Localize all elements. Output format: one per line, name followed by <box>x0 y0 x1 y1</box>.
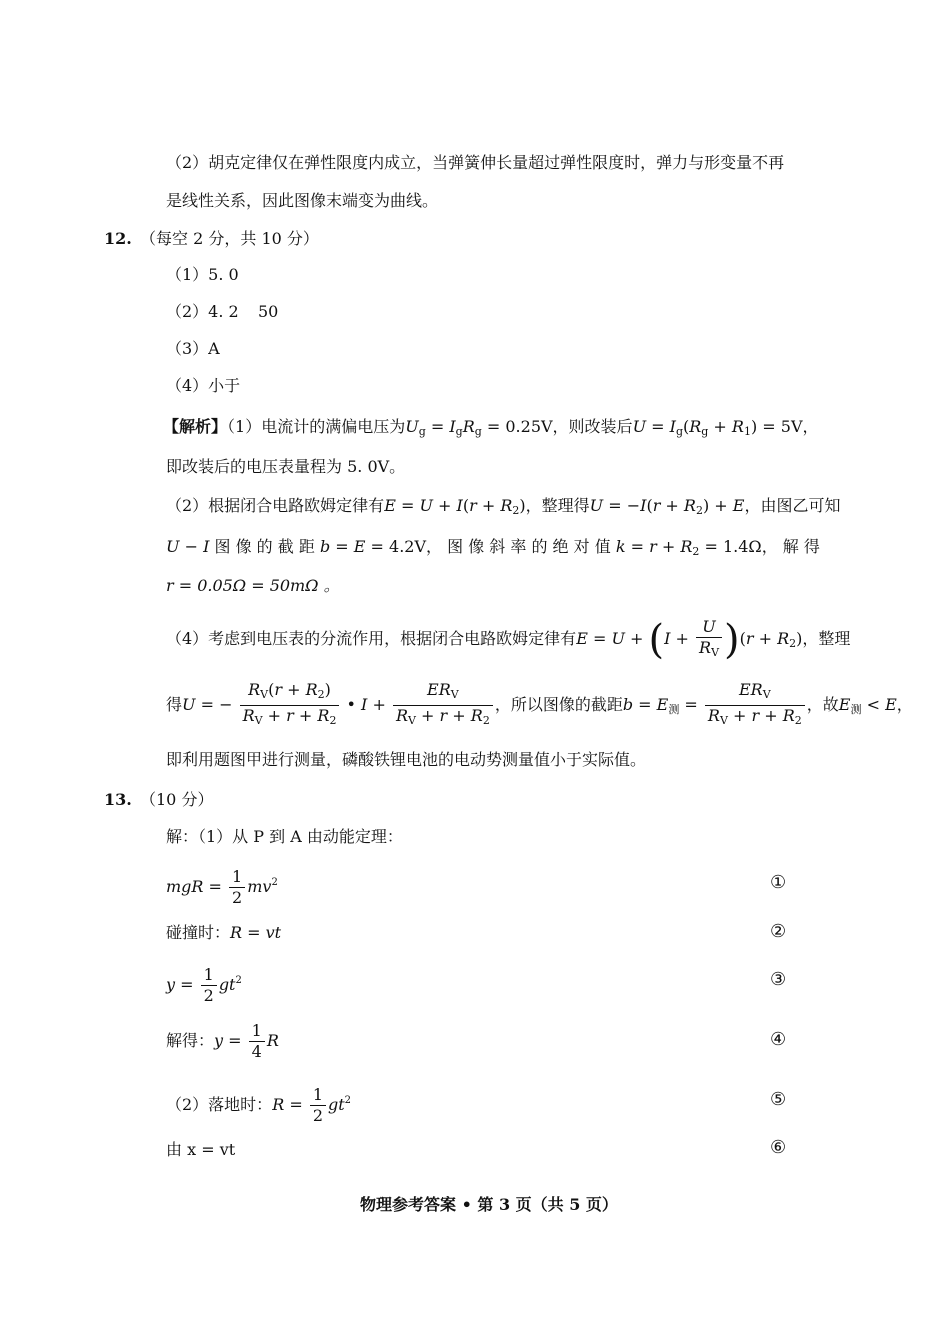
text-line: （2）胡克定律仅在弹性限度内成立，当弹簧伸长量超过弹性限度时，弹力与形变量不再 <box>166 153 785 172</box>
equation: 碰撞时：R = vt <box>166 923 282 942</box>
answer-line: （1）5. 0 <box>166 265 239 284</box>
question-number: 13. <box>104 790 132 809</box>
explanation-line: U − I 图 像 的 截 距 b = E = 4.2V， 图 像 斜 率 的 绝 对 值 k = r + R2 = 1.4Ω， 解 得 <box>166 537 820 558</box>
equation: （2）落地时：R = $\frac{1}{2}$ $gt^2$ <box>166 1085 352 1125</box>
equation-number: ② <box>770 921 787 942</box>
explanation-line: r = 0.05Ω = 50mΩ 。 <box>166 576 340 595</box>
text-line: 是线性关系，因此图像末端变为曲线。 <box>166 191 439 210</box>
page-footer: 物理参考答案 • 第 3 页（共 5 页） <box>360 1195 618 1214</box>
text: 解得： <box>166 1031 215 1050</box>
text: （2）根据闭合电路欧姆定律有 <box>166 496 385 515</box>
text: （2）落地时： <box>166 1095 273 1114</box>
text: ，整理 <box>802 629 851 648</box>
equation-number: ③ <box>770 969 787 990</box>
equation: 由 x = vt <box>166 1140 236 1159</box>
question-header: （每空 2 分，共 10 分） <box>140 229 319 248</box>
text: ， 图 像 斜 率 的 绝 对 值 <box>426 537 611 556</box>
text: （1）电流计的满偏电压为 <box>227 417 406 436</box>
text: = 0.25V，则改装后 <box>486 417 633 436</box>
answer-line: （2）4. 2 <box>166 302 239 321</box>
text: ，由图乙可知 <box>744 496 841 515</box>
answer-line: （4）小于 <box>166 376 241 395</box>
explanation-line: 得U = − $\frac{RV(r + R2)}{RV + r + R2}$ • I + $\frac{\text{ERV}}{RV + r + R2}$ ，所以图像的截距b = E测 = $\frac{\text{ERV}}{RV + r + R2}$ ，故E测 < E， <box>166 680 913 727</box>
explanation-line: 【解析】（1）电流计的满偏电压为Ug = IgRg = 0.25V，则改装后U = Ig(Rg + R1) = 5V， <box>163 417 819 438</box>
equation: y = $\frac{1}{2}$ $gt^2$ <box>166 965 242 1005</box>
equation-number: ⑥ <box>770 1137 787 1158</box>
answer-value: 50 <box>258 302 279 321</box>
explanation-line: （2）根据闭合电路欧姆定律有E = U + I(r + R2)，整理得U = −I(r + R2) + E，由图乙可知 <box>166 496 841 517</box>
equation-number: ⑤ <box>770 1089 787 1110</box>
text: = 5V， <box>762 417 819 436</box>
answer-line: （3）A <box>166 339 220 358</box>
question-header: （10 分） <box>140 790 214 809</box>
question-number: 12. <box>104 229 132 248</box>
equation: 解得：y = $\frac{1}{4}$ R <box>166 1021 279 1061</box>
text: ， 解 得 <box>761 537 820 556</box>
text: ，整理得 <box>525 496 590 515</box>
explanation-line: 即改装后的电压表量程为 5. 0V。 <box>166 457 406 476</box>
equation: mgR = $\frac{1}{2}$ $mv^2$ <box>166 867 278 907</box>
equation-number: ④ <box>770 1029 787 1050</box>
text: 得 <box>166 695 183 714</box>
explanation-tag: 【解析】 <box>163 417 228 436</box>
text: 图 像 的 截 距 <box>214 537 315 556</box>
explanation-line: （4）考虑到电压表的分流作用，根据闭合电路欧姆定律有E = U + (I + $\frac{U}{RV}$ )(r + R2)，整理 <box>166 616 851 663</box>
solution-line: 解：（1）从 P 到 A 由动能定理： <box>166 827 403 846</box>
explanation-line: 即利用题图甲进行测量，磷酸铁锂电池的电动势测量值小于实际值。 <box>166 750 647 769</box>
text: ，所以图像的截距 <box>494 695 623 714</box>
equation-number: ① <box>770 872 787 893</box>
text: ，故 <box>806 695 839 714</box>
text: （4）考虑到电压表的分流作用，根据闭合电路欧姆定律有 <box>166 629 577 648</box>
text: 碰撞时： <box>166 923 231 942</box>
